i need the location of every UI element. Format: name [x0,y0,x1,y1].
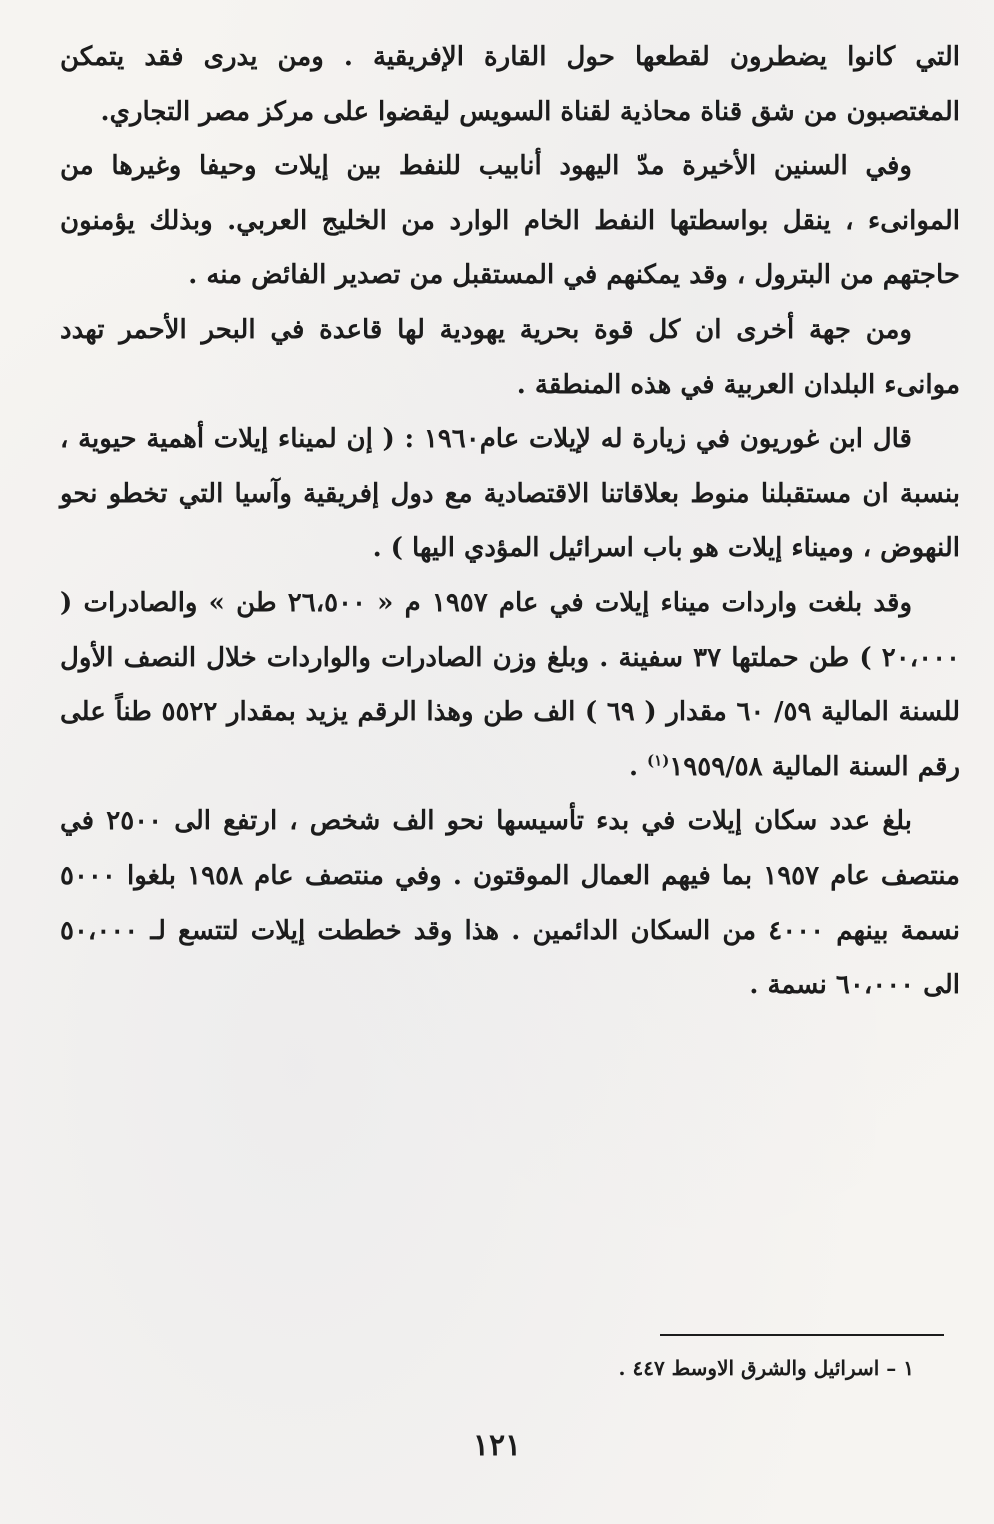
paragraph-5-tail: . [628,751,648,782]
paragraph-3: ومن جهة أخرى ان كل قوة بحرية يهودية لها قاعدة في البحر الأحمر تهدد موانىء البلدان العربية في هذه المنطقة . [60,314,960,400]
paragraph-4: قال ابن غوريون في زيارة له لإيلات عام١٩٦٠ : ( إن لميناء إيلات أهمية حيوية ، بنسبة ان مستقبلنا منوط بعلاقاتنا الاقتصادية مع دول إفريقية وآسيا التي تخطو نحو النهوض ، وميناء إيلات هو باب اسرائيل المؤدي اليها ) . [60,424,960,564]
body-text [60,30,960,1013]
paragraph-6: بلغ عدد سكان إيلات في بدء تأسيسها نحو الف شخص ، ارتفع الى ٢٥٠٠ في منتصف عام ١٩٥٧ بما فيهم العمال الموقتون . وفي منتصف عام ١٩٥٨ بلغوا ٥٠٠٠ نسمة بينهم ٤٠٠٠ من السكان الدائمين . هذا وقد خططت إيلات لتتسع لـ ٥٠،٠٠٠ الى ٦٠،٠٠٠ نسمة . [60,806,960,1001]
footnote-reference: (١) [647,751,670,770]
paragraph-5 [60,576,960,794]
paragraph-1: التي كانوا يضطرون لقطعها حول القارة الإفريقية . ومن يدرى فقد يتمكن المغتصبون من شق قناة محاذية لقناة السويس ليقضوا على مركز مصر التجاري. [60,42,960,127]
footnote-divider [660,1334,944,1336]
page-number: ١٢١ [472,1428,522,1463]
footnote: ١ – اسرائيل والشرق الاوسط ٤٤٧ . [618,1356,914,1380]
paragraph-2: وفي السنين الأخيرة مدّ اليهود أنابيب للنفط بين إيلات وحيفا وغيرها من الموانىء ، ينقل بواسطتها النفط الخام الوارد من الخليج العربي. وبذلك يؤمنون حاجتهم من البترول ، وقد يمكنهم في المستقبل من تصدير الفائض منه . [60,151,960,291]
paragraph-5-text: وقد بلغت واردات ميناء إيلات في عام ١٩٥٧ م « ٢٦،٥٠٠ طن » والصادرات ( ٢٠،٠٠٠ ) طن حملتها ٣٧ سفينة . وبلغ وزن الصادرات والواردات خلال النصف الأول للسنة المالية ٥٩/ ٦٠ مقدار ( ٦٩ ) الف طن وهذا الرقم يزيد بمقدار ٥٥٢٢ طناً على رقم السنة المالية ١٩٥٩/٥٨ [60,587,961,782]
